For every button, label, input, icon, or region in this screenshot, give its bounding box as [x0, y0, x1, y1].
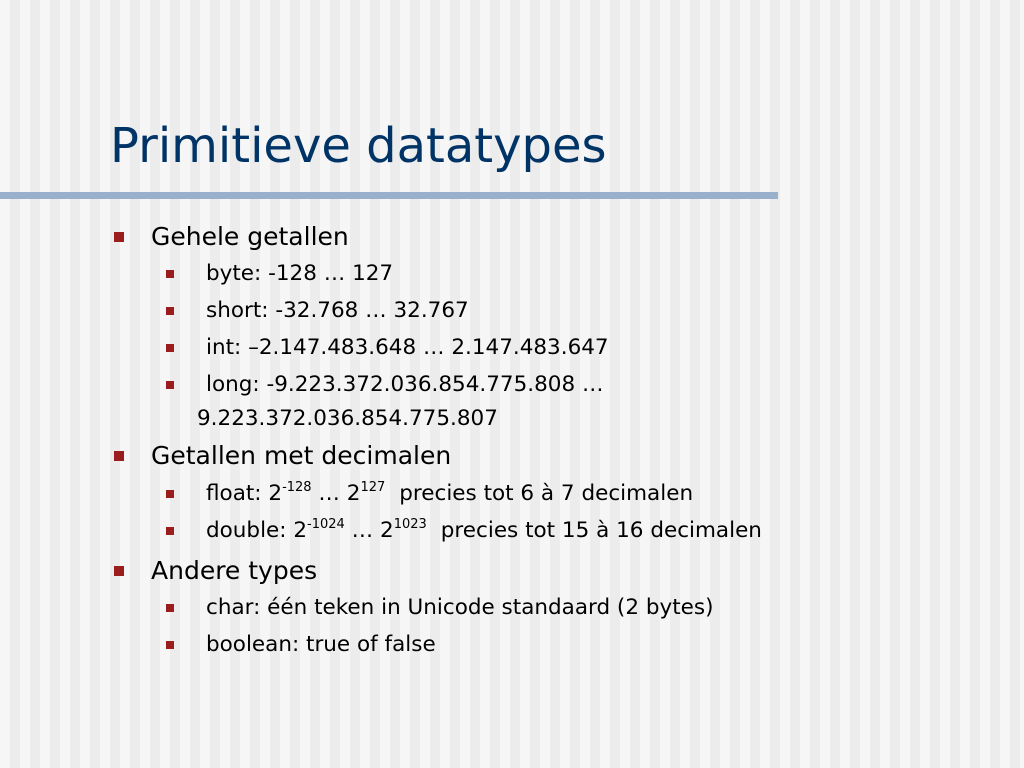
title-underline — [0, 192, 778, 199]
square-bullet-icon — [114, 232, 124, 242]
float-exponent-max: 127 — [360, 480, 386, 495]
float-exponent-min: -128 — [282, 480, 312, 495]
square-bullet-icon — [166, 307, 174, 315]
square-bullet-icon — [114, 566, 124, 576]
square-bullet-icon — [166, 381, 174, 389]
float-mid: … 2 — [311, 481, 361, 506]
sub-bullet-text — [206, 517, 762, 545]
bullet-label: Andere types — [151, 556, 318, 585]
square-bullet-icon — [166, 270, 174, 278]
sub-bullet-text: char: één teken in Unicode standaard (2 bytes) — [206, 595, 714, 620]
sub-bullet-continuation: 9.223.372.036.854.775.807 — [197, 406, 498, 431]
float-prefix: float: 2 — [206, 481, 283, 506]
bullet-label: Getallen met decimalen — [151, 441, 452, 470]
double-exponent-min: -1024 — [307, 517, 345, 532]
double-prefix: double: 2 — [206, 518, 308, 543]
square-bullet-icon — [166, 604, 174, 612]
square-bullet-icon — [166, 641, 174, 649]
bullet-label: Gehele getallen — [151, 222, 349, 251]
square-bullet-icon — [114, 451, 124, 461]
sub-bullet-text: boolean: true of false — [206, 632, 436, 657]
sub-bullet-text: byte: -128 … 127 — [206, 261, 394, 286]
double-precision: precies tot 15 à 16 decimalen — [440, 518, 762, 543]
sub-bullet-text: long: -9.223.372.036.854.775.808 … — [206, 372, 604, 397]
double-mid: … 2 — [344, 518, 394, 543]
square-bullet-icon — [166, 344, 174, 352]
sub-bullet-text: int: –2.147.483.648 … 2.147.483.647 — [206, 335, 609, 360]
slide-title: Primitieve datatypes — [110, 118, 607, 174]
sub-bullet-text — [206, 480, 693, 508]
square-bullet-icon — [166, 527, 174, 535]
sub-bullet-text: short: -32.768 … 32.767 — [206, 298, 469, 323]
square-bullet-icon — [166, 490, 174, 498]
float-precision: precies tot 6 à 7 decimalen — [399, 481, 694, 506]
double-exponent-max: 1023 — [393, 517, 427, 532]
